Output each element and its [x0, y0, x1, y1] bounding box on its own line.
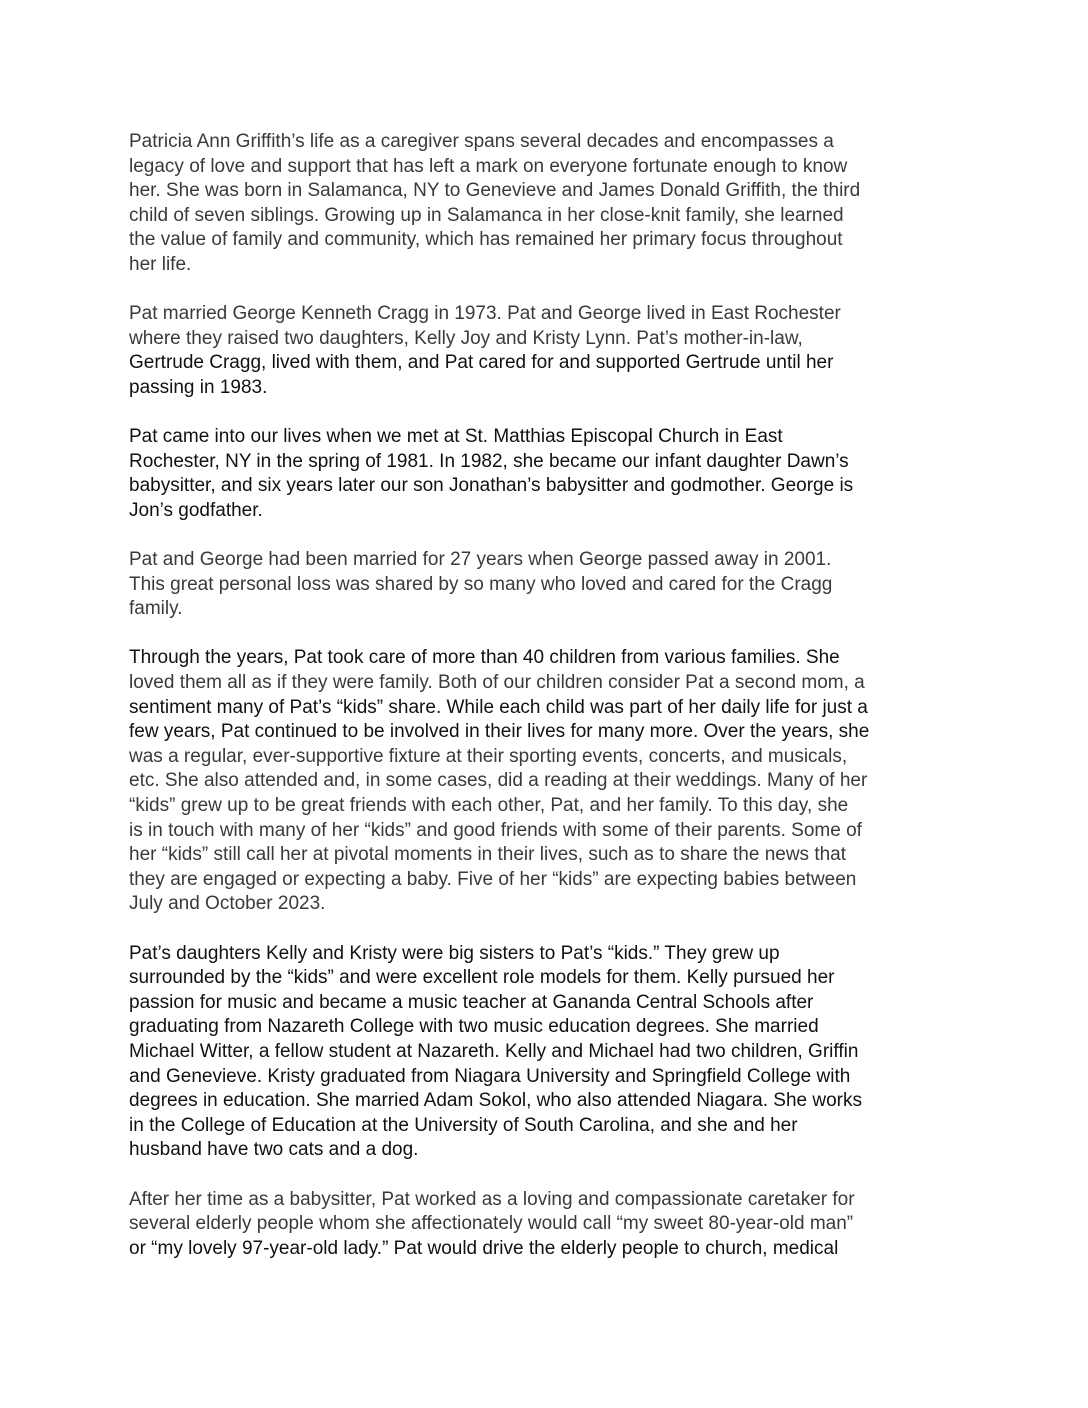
- text-line: is in touch with many of her “kids” and good friends with some of their parents. Some of: [129, 819, 862, 841]
- text-line: Pat married George Kenneth Cragg in 1973. Pat and George lived in East Rochester: [129, 303, 841, 325]
- paragraph-early-life: [129, 130, 959, 278]
- text-line: Patricia Ann Griffith’s life as a caregiver spans several decades and encompasses a: [129, 131, 834, 152]
- text-line: her life.: [129, 253, 192, 275]
- text-line: Pat and George had been married for 27 years when George passed away in 2001.: [129, 549, 832, 571]
- text-line: loved them all as if they were family. Both of our children consider Pat a second mom, a: [129, 672, 865, 694]
- text-line: Pat came into our lives when we met at St. Matthias Episcopal Church in East: [129, 426, 783, 448]
- text-line: passing in 1983.: [129, 376, 268, 398]
- text-line: This great personal loss was shared by so many who loved and cared for the Cragg: [129, 573, 833, 595]
- text-line: surrounded by the “kids” and were excellent role models for them. Kelly pursued her: [129, 967, 835, 989]
- text-line: degrees in education. She married Adam Sokol, who also attended Niagara. She works: [129, 1090, 862, 1112]
- text-line: and Genevieve. Kristy graduated from Niagara University and Springfield College with: [129, 1065, 851, 1087]
- text-line: child of seven siblings. Growing up in Salamanca in her close-knit family, she learned: [129, 204, 844, 226]
- paragraph-kids: [129, 646, 959, 917]
- text-line: Jon’s godfather.: [129, 499, 263, 521]
- text-line: her “kids” still call her at pivotal moments in their lives, such as to share the news that: [129, 844, 847, 866]
- paragraph-meeting: [129, 425, 959, 523]
- text-line: husband have two cats and a dog.: [129, 1139, 419, 1161]
- text-line: was a regular, ever-supportive fixture at their sporting events, concerts, and musicals,: [129, 745, 848, 767]
- text-line: where they raised two daughters, Kelly Joy and Kristy Lynn. Pat’s mother-in-law,: [129, 327, 803, 349]
- paragraph-daughters: [129, 942, 959, 1163]
- text-line: the value of family and community, which has remained her primary focus throughout: [129, 229, 843, 251]
- text-line: family.: [129, 598, 183, 620]
- text-line: few years, Pat continued to be involved in their lives for many more. Over the years, she: [129, 721, 870, 743]
- paragraph-loss: [129, 548, 959, 622]
- paragraph-caretaker: [129, 1188, 959, 1262]
- text-line: in the College of Education at the University of South Carolina, and she and her: [129, 1114, 798, 1136]
- text-line: Gertrude Cragg, lived with them, and Pat cared for and supported Gertrude until her: [129, 352, 834, 374]
- text-line: etc. She also attended and, in some cases, did a reading at their weddings. Many of her: [129, 770, 868, 792]
- document-body: [129, 130, 959, 1286]
- text-line: her. She was born in Salamanca, NY to Genevieve and James Donald Griffith, the third: [129, 180, 861, 202]
- text-line: Through the years, Pat took care of more than 40 children from various families. She: [129, 647, 840, 669]
- text-line: July and October 2023.: [129, 893, 326, 915]
- text-line: After her time as a babysitter, Pat worked as a loving and compassionate caretaker for: [129, 1188, 855, 1210]
- text-line: several elderly people whom she affectionately would call “my sweet 80-year-old man”: [129, 1213, 854, 1235]
- paragraph-marriage: [129, 302, 959, 400]
- text-line: “kids” grew up to be great friends with each other, Pat, and her family. To this day, she: [129, 795, 849, 817]
- text-line: Rochester, NY in the spring of 1981. In 1982, she became our infant daughter Dawn’s: [129, 450, 849, 472]
- text-line: or “my lovely 97-year-old lady.” Pat would drive the elderly people to church, medical: [129, 1237, 839, 1259]
- text-line: graduating from Nazareth College with two music education degrees. She married: [129, 1016, 819, 1038]
- text-line: Michael Witter, a fellow student at Nazareth. Kelly and Michael had two children, Griffin: [129, 1040, 859, 1062]
- text-line: passion for music and became a music teacher at Gananda Central Schools after: [129, 991, 814, 1013]
- text-line: they are engaged or expecting a baby. Five of her “kids” are expecting babies between: [129, 868, 857, 890]
- text-line: legacy of love and support that has left a mark on everyone fortunate enough to know: [129, 155, 848, 177]
- text-line: Pat’s daughters Kelly and Kristy were big sisters to Pat’s “kids.” They grew up: [129, 942, 780, 964]
- text-line: sentiment many of Pat’s “kids” share. While each child was part of her daily life for just a: [129, 696, 868, 718]
- text-line: babysitter, and six years later our son Jonathan’s babysitter and godmother. George is: [129, 475, 854, 497]
